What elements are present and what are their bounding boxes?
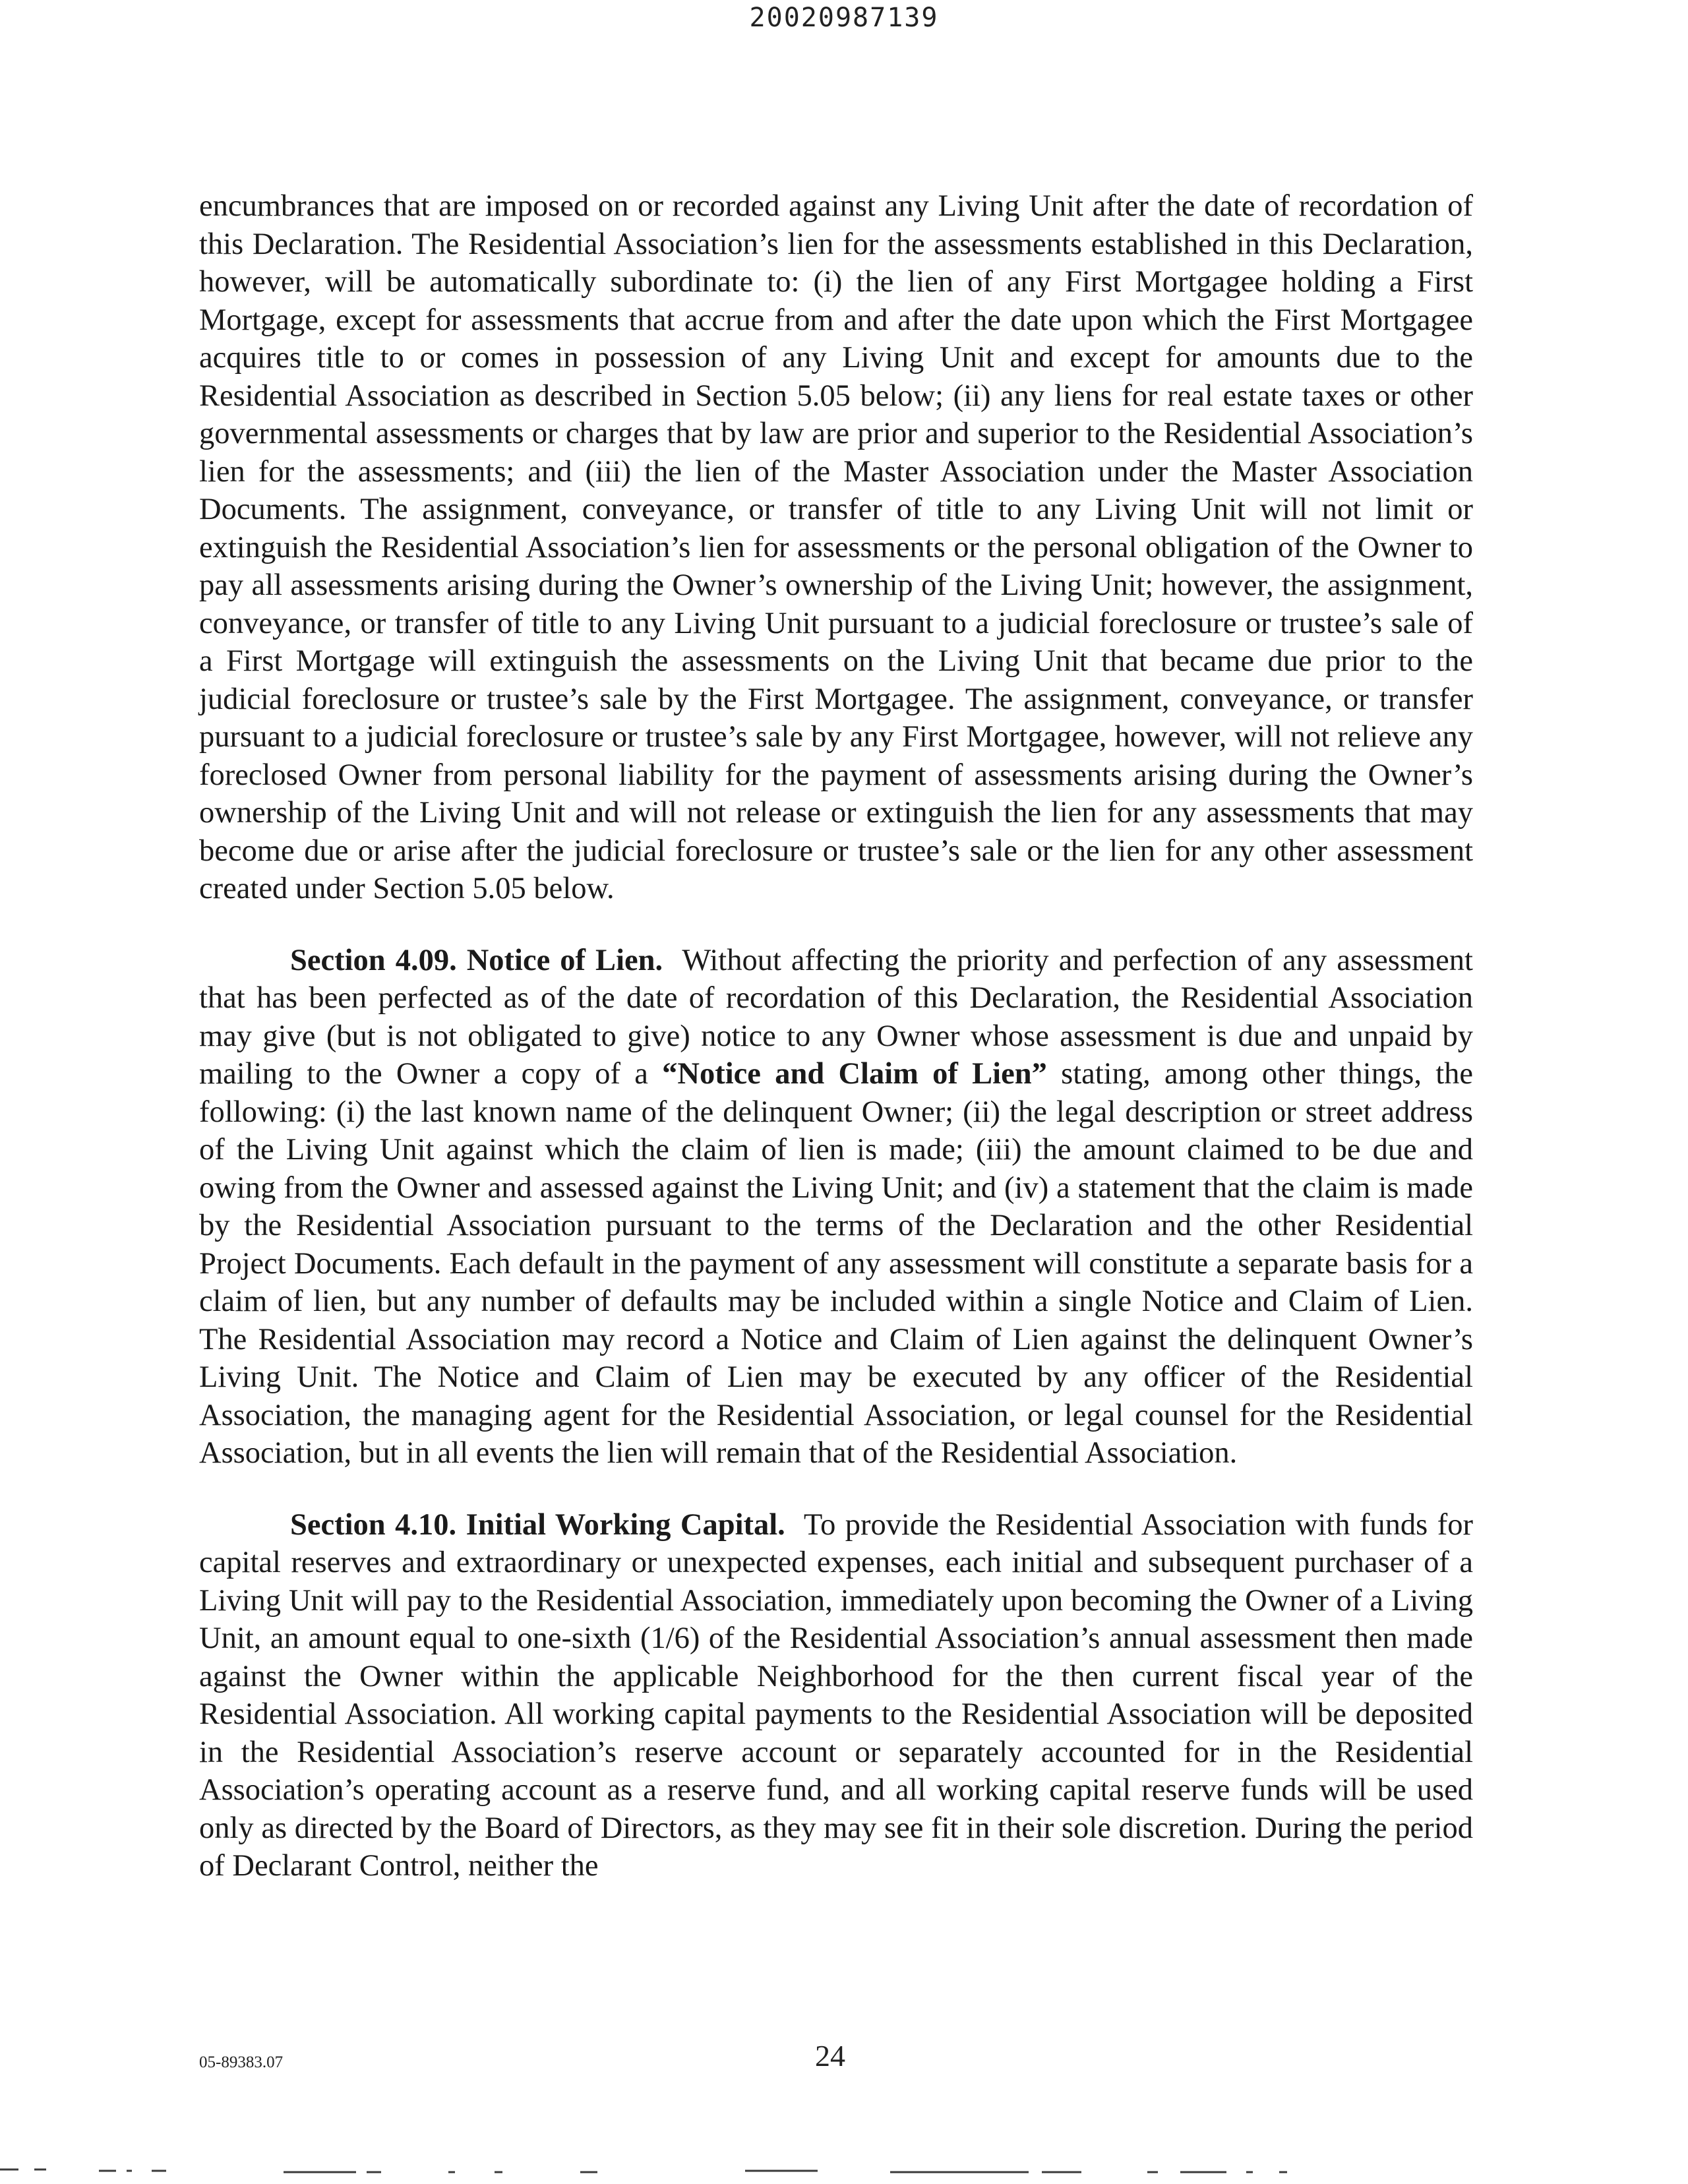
recording-number: 20020987139	[749, 3, 939, 33]
paragraph-text: stating, among other things, the following: (i) the last known name of the delinquent Owner; (ii) the legal description or street address of the Living Unit against which the claim of lien is made; (iii) the amount claimed to be due and owing from the Owner and assessed against the Living Unit; and (iv) a statement that the claim is made by the Residential Association pursuant to the terms of the Declaration and the other Residential Project Documents. Each default in the payment of any assessment will constitute a separate basis for a claim of lien, but any number of defaults may be included within a single Notice and Claim of Lien. The Residential Association may record a Notice and Claim of Lien against the delinquent Owner’s Living Unit. The Notice and Claim of Lien may be executed by any officer of the Residential Association, the managing agent for the Residential Association, or legal counsel for the Residential Association, but in all events the lien will remain that of the Residential Association.	[199, 1057, 1474, 1470]
section-heading: Section 4.10. Initial Working Capital.	[290, 1507, 785, 1542]
paragraph-section-4-09	[199, 942, 1473, 1472]
paragraph-lien-subordination: encumbrances that are imposed on or recorded against any Living Unit after the date of recordation of this Declaration. The Residential Association’s lien for the assessments established in this Declaration, however, will be automatically subordinate to: (i) the lien of any First Mortgagee holding a First Mortgage, except for assessments that accrue from and after the date upon which the First Mortgagee acquires title to or comes in possession of any Living Unit and except for amounts due to the Residential Association as described in Section 5.05 below; (ii) any liens for real estate taxes or other governmental assessments or charges that by law are prior and superior to the Residential Association’s lien for the assessments; and (iii) the lien of the Master Association under the Master Association Documents. The assignment, conveyance, or transfer of title to any Living Unit will not limit or extinguish the Residential Association’s lien for assessments or the personal obligation of the Owner to pay all assessments arising during the Owner’s ownership of the Living Unit; however, the assignment, conveyance, or transfer of title to any Living Unit pursuant to a judicial foreclosure or trustee’s sale of a First Mortgage will extinguish the assessments on the Living Unit that became due prior to the judicial foreclosure or trustee’s sale by the First Mortgagee. The assignment, conveyance, or transfer pursuant to a judicial foreclosure or trustee’s sale by any First Mortgagee, however, will not relieve any foreclosed Owner from personal liability for the payment of assessments arising during the Owner’s ownership of the Living Unit and will not release or extinguish the lien for any assessments that may become due or arise after the judicial foreclosure or trustee’s sale or the lien for any other assessment created under Section 5.05 below.	[199, 189, 1473, 905]
paragraph-section-4-10	[199, 1506, 1473, 1885]
paragraph-text: Without affecting the priority and perfection of any assessment that has been perfected as of the date of recordation of this Declaration, the Residential Association may give (but is not obligated to give) notice to any Owner whose assessment is due and unpaid by mailing to the Owner a copy of a	[199, 943, 1473, 1091]
page-number: 24	[815, 2039, 845, 2073]
scan-artifact-marks	[0, 2162, 1688, 2181]
paragraph-text: To provide the Residential Association with funds for capital reserves and extraordinary or unexpected expenses, each initial and subsequent purchaser of a Living Unit will pay to the Residential Association, immediately upon becoming the Owner of a Living Unit, an amount equal to one-sixth (1/6) of the Residential Association’s annual assessment then made against the Owner within the applicable Neighborhood for the then current fiscal year of the Residential Association. All working capital payments to the Residential Association will be deposited in the Residential Association’s reserve account or separately accounted for in the Residential Association’s operating account as a reserve fund, and all working capital reserve funds will be used only as directed by the Board of Directors, as they may see fit in their sole discretion. During the period of Declarant Control, neither the	[199, 1507, 1473, 1883]
section-heading: Section 4.09. Notice of Lien.	[290, 943, 663, 977]
document-code: 05-89383.07	[199, 2053, 284, 2071]
document-body	[199, 187, 1473, 1885]
defined-term: “Notice and Claim of Lien”	[662, 1057, 1047, 1091]
